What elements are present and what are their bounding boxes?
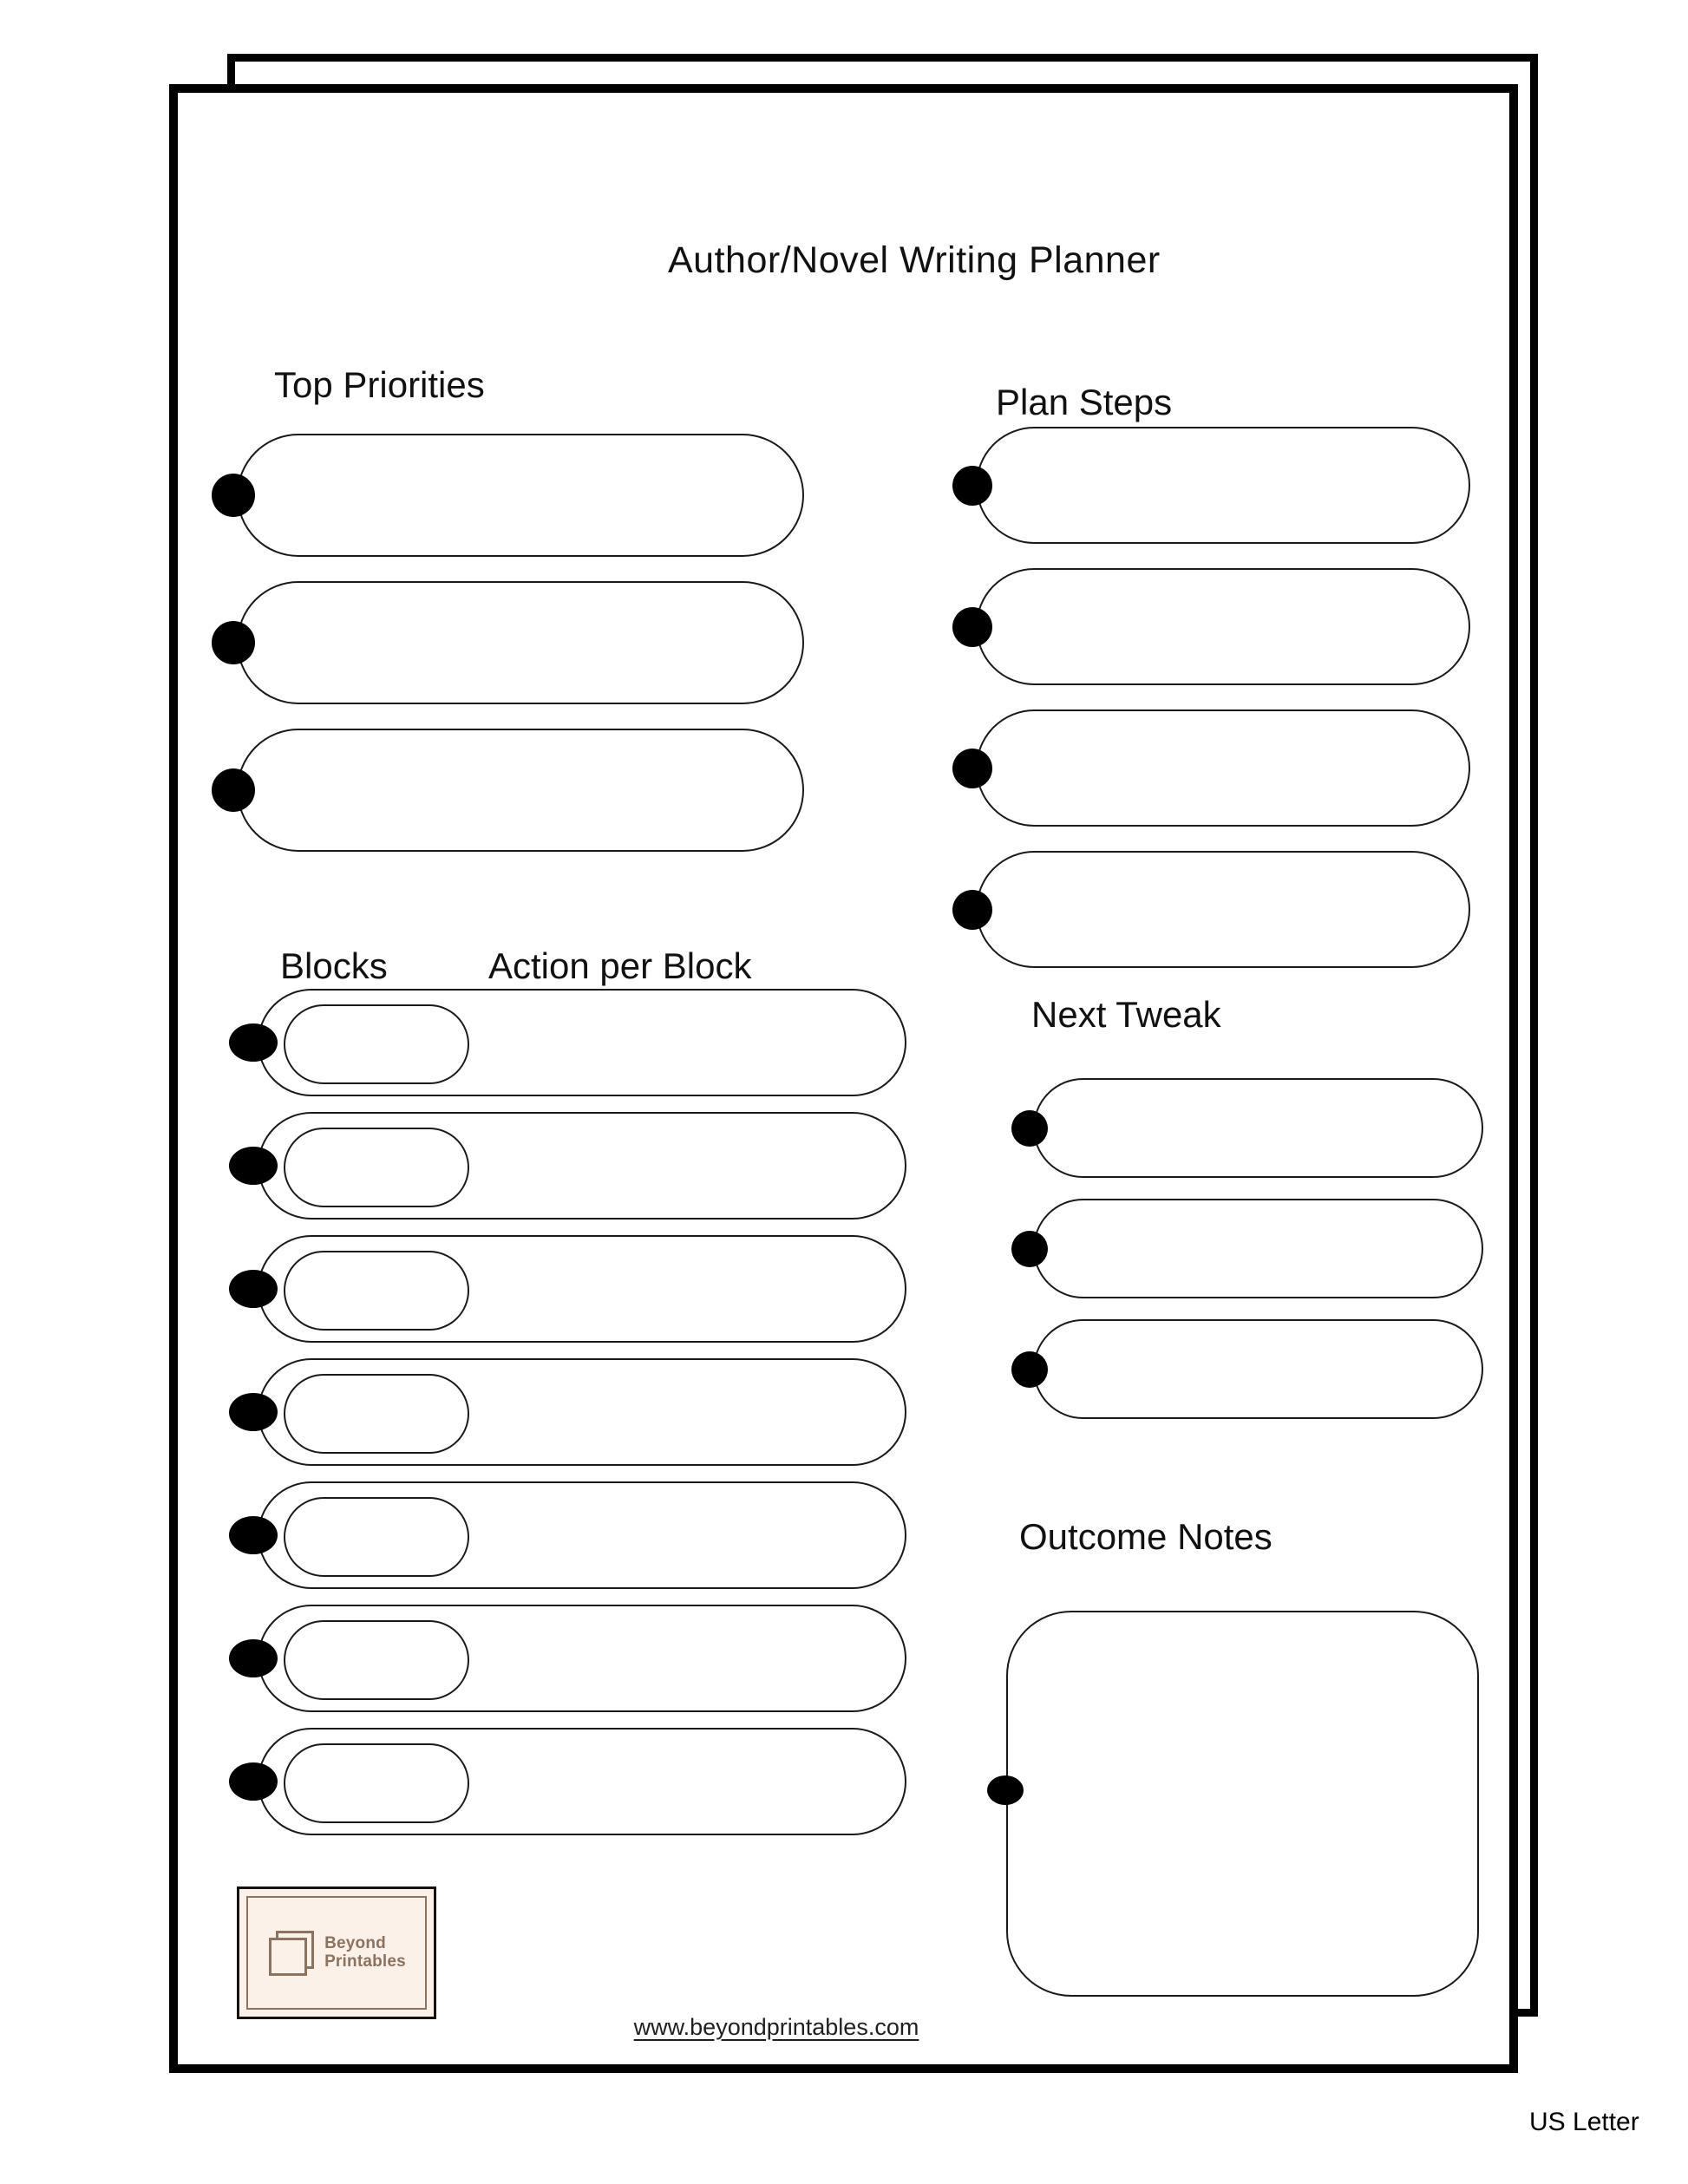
priority-write-in-line xyxy=(237,434,804,557)
section-label-plan-steps: Plan Steps xyxy=(996,382,1173,422)
plan-step-write-in-line xyxy=(976,851,1470,968)
plan-step-write-in-line xyxy=(976,427,1470,544)
action-per-block-write-in-line xyxy=(258,1358,906,1466)
bullet-dot xyxy=(212,621,255,664)
brand-name-line2: Printables xyxy=(324,1952,406,1971)
brand-logo xyxy=(237,1886,436,2019)
plan-steps-list xyxy=(976,427,1470,968)
top-priorities-list xyxy=(237,434,804,852)
bullet-dot xyxy=(212,474,255,517)
bullet-dot xyxy=(229,1762,278,1801)
priority-write-in-line xyxy=(237,729,804,852)
action-per-block-write-in-line xyxy=(258,1728,906,1835)
action-per-block-write-in-line xyxy=(258,1235,906,1343)
bullet-dot xyxy=(952,607,992,647)
action-per-block-write-in-line xyxy=(258,1112,906,1220)
section-label-action-per-block: Action per Block xyxy=(488,945,752,986)
bullet-dot xyxy=(952,466,992,506)
block-write-in-field xyxy=(284,1620,469,1700)
bullet-dot xyxy=(1011,1231,1048,1267)
block-write-in-field xyxy=(284,1743,469,1823)
next-tweak-write-in-line xyxy=(1033,1319,1483,1419)
bullet-dot xyxy=(212,768,255,812)
bullet-dot xyxy=(952,890,992,930)
bullet-dot xyxy=(229,1639,278,1677)
bullet-dot xyxy=(229,1516,278,1554)
blocks-list xyxy=(258,989,906,1835)
section-label-next-tweak: Next Tweak xyxy=(1031,994,1221,1035)
stacked-pages-icon xyxy=(267,1929,316,1978)
block-write-in-field xyxy=(284,1128,469,1207)
block-write-in-field xyxy=(284,1497,469,1577)
brand-logo-frame xyxy=(246,1896,427,2010)
next-tweak-write-in-line xyxy=(1033,1199,1483,1298)
action-per-block-write-in-line xyxy=(258,1481,906,1589)
bullet-dot xyxy=(1011,1110,1048,1147)
section-label-blocks: Blocks xyxy=(280,945,388,986)
bullet-dot xyxy=(229,1023,278,1062)
block-write-in-field xyxy=(284,1374,469,1454)
page-title: Author/Novel Writing Planner xyxy=(668,239,1161,281)
next-tweak-write-in-line xyxy=(1033,1078,1483,1178)
section-label-outcome-notes: Outcome Notes xyxy=(1019,1516,1273,1557)
bullet-dot xyxy=(952,749,992,788)
section-label-top-priorities: Top Priorities xyxy=(274,364,485,405)
block-write-in-field xyxy=(284,1004,469,1084)
website-link[interactable]: www.beyondprintables.com xyxy=(633,2014,919,2040)
bullet-dot xyxy=(229,1270,278,1308)
action-per-block-write-in-line xyxy=(258,1605,906,1712)
bullet-dot xyxy=(229,1393,278,1431)
outcome-notes-write-in-box xyxy=(1006,1611,1479,1997)
brand-name xyxy=(324,1935,406,1971)
paper-size-label: US Letter xyxy=(1529,2108,1639,2136)
brand-name-line1: Beyond xyxy=(324,1933,386,1952)
plan-step-write-in-line xyxy=(976,568,1470,685)
bullet-dot xyxy=(987,1775,1024,1805)
action-per-block-write-in-line xyxy=(258,989,906,1096)
priority-write-in-line xyxy=(237,581,804,704)
next-tweak-list xyxy=(1033,1078,1483,1419)
bullet-dot xyxy=(1011,1351,1048,1388)
block-write-in-field xyxy=(284,1251,469,1331)
plan-step-write-in-line xyxy=(976,709,1470,827)
bullet-dot xyxy=(229,1147,278,1185)
